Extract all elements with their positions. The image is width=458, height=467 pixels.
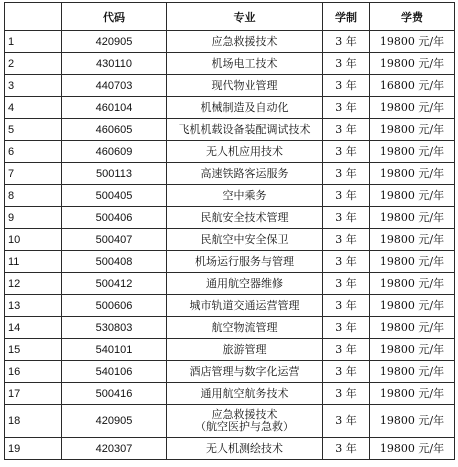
table-row: [5, 119, 455, 141]
table-row: [5, 53, 455, 75]
major-code: 500416: [62, 383, 167, 405]
row-index: 18: [5, 405, 62, 438]
row-index: 19: [5, 438, 62, 460]
major-code: 500407: [62, 229, 167, 251]
major-code: 500405: [62, 185, 167, 207]
major-name-line: 通用航空航务技术: [200, 386, 289, 400]
tuition: 19800 元/年: [370, 141, 455, 163]
table-row: [5, 207, 455, 229]
major-name: [167, 163, 323, 185]
major-name-line: 飞机机载设备装配调试技术: [178, 122, 311, 136]
major-name: [167, 185, 323, 207]
table-row: [5, 295, 455, 317]
major-name: [167, 97, 323, 119]
major-code: 530803: [62, 317, 167, 339]
tuition: 19800 元/年: [370, 273, 455, 295]
duration: 3 年: [323, 339, 370, 361]
major-code: 540101: [62, 339, 167, 361]
major-name-line: 空中乘务: [222, 188, 267, 202]
duration: 3 年: [323, 97, 370, 119]
tuition: 19800 元/年: [370, 405, 455, 438]
row-index: 12: [5, 273, 62, 295]
tuition: 19800 元/年: [370, 438, 455, 460]
major-name-line: 通用航空器维修: [206, 276, 283, 290]
duration: 3 年: [323, 361, 370, 383]
table-row: [5, 317, 455, 339]
major-name: [167, 207, 323, 229]
major-code: 440703: [62, 75, 167, 97]
header-tuition: 学费: [370, 3, 455, 31]
duration: 3 年: [323, 383, 370, 405]
major-code: 460609: [62, 141, 167, 163]
tuition: 19800 元/年: [370, 229, 455, 251]
duration: 3 年: [323, 251, 370, 273]
major-code: 500408: [62, 251, 167, 273]
tuition: 19800 元/年: [370, 185, 455, 207]
tuition: 19800 元/年: [370, 251, 455, 273]
major-name-line: 城市轨道交通运营管理: [189, 298, 300, 312]
major-name-line: （航空医护与急救）: [195, 420, 294, 433]
header-row: [5, 3, 455, 31]
major-name-line: 旅游管理: [222, 342, 267, 356]
major-name: [167, 383, 323, 405]
row-index: 3: [5, 75, 62, 97]
table-row: [5, 31, 455, 53]
major-name: [167, 405, 323, 438]
row-index: 14: [5, 317, 62, 339]
duration: 3 年: [323, 295, 370, 317]
duration: 3 年: [323, 405, 370, 438]
major-code: 460605: [62, 119, 167, 141]
tuition: 19800 元/年: [370, 383, 455, 405]
major-name: [167, 53, 323, 75]
major-name-line: 现代物业管理: [211, 78, 278, 92]
major-code: 500606: [62, 295, 167, 317]
duration: 3 年: [323, 185, 370, 207]
table-row: [5, 185, 455, 207]
major-code: 460104: [62, 97, 167, 119]
table-row: [5, 438, 455, 460]
table-row: [5, 383, 455, 405]
row-index: 10: [5, 229, 62, 251]
major-name: [167, 75, 323, 97]
table-row: [5, 273, 455, 295]
major-name: [167, 229, 323, 251]
row-index: 13: [5, 295, 62, 317]
major-code: 430110: [62, 53, 167, 75]
table-row: [5, 75, 455, 97]
major-name: [167, 317, 323, 339]
tuition: 19800 元/年: [370, 163, 455, 185]
major-name: [167, 361, 323, 383]
major-name-line: 酒店管理与数字化运营: [189, 364, 300, 378]
major-name: [167, 273, 323, 295]
major-name: [167, 141, 323, 163]
duration: 3 年: [323, 31, 370, 53]
table-row: [5, 163, 455, 185]
row-index: 17: [5, 383, 62, 405]
table-row: [5, 405, 455, 438]
row-index: 2: [5, 53, 62, 75]
table-body: [5, 31, 455, 460]
header-duration: 学制: [323, 3, 370, 31]
table-row: [5, 339, 455, 361]
row-index: 4: [5, 97, 62, 119]
major-name-line: 高速铁路客运服务: [200, 166, 289, 180]
major-name-line: 无人机测绘技术: [206, 441, 283, 455]
major-code: 500113: [62, 163, 167, 185]
tuition: 19800 元/年: [370, 97, 455, 119]
table-row: [5, 229, 455, 251]
row-index: 6: [5, 141, 62, 163]
major-code: 500412: [62, 273, 167, 295]
tuition: 19800 元/年: [370, 207, 455, 229]
major-name-line: 无人机应用技术: [206, 144, 283, 158]
table-row: [5, 361, 455, 383]
row-index: 5: [5, 119, 62, 141]
row-index: 8: [5, 185, 62, 207]
duration: 3 年: [323, 141, 370, 163]
major-name: [167, 339, 323, 361]
major-name-line: 民航空中安全保卫: [200, 232, 289, 246]
tuition: 19800 元/年: [370, 31, 455, 53]
duration: 3 年: [323, 207, 370, 229]
duration: 3 年: [323, 438, 370, 460]
major-name-line: 应急救援技术: [211, 408, 278, 421]
duration: 3 年: [323, 273, 370, 295]
tuition: 16800 元/年: [370, 75, 455, 97]
row-index: 9: [5, 207, 62, 229]
header-index: [5, 3, 62, 31]
major-code: 420905: [62, 31, 167, 53]
major-name-line: 机场运行服务与管理: [195, 254, 294, 268]
table-row: [5, 141, 455, 163]
major-name-line: 机械制造及自动化: [200, 100, 289, 114]
duration: 3 年: [323, 317, 370, 339]
major-code: 420307: [62, 438, 167, 460]
table-row: [5, 251, 455, 273]
row-index: 1: [5, 31, 62, 53]
tuition: 19800 元/年: [370, 317, 455, 339]
major-name: [167, 119, 323, 141]
major-name-line: 航空物流管理: [211, 320, 278, 334]
row-index: 7: [5, 163, 62, 185]
table-row: [5, 97, 455, 119]
duration: 3 年: [323, 75, 370, 97]
duration: 3 年: [323, 163, 370, 185]
header-code: 代码: [62, 3, 167, 31]
majors-table: [4, 2, 455, 460]
header-major: 专业: [167, 3, 323, 31]
major-name: [167, 251, 323, 273]
tuition: 19800 元/年: [370, 53, 455, 75]
major-name-line: 民航安全技术管理: [200, 210, 289, 224]
tuition: 19800 元/年: [370, 361, 455, 383]
row-index: 15: [5, 339, 62, 361]
major-code: 500406: [62, 207, 167, 229]
major-name: [167, 438, 323, 460]
tuition: 19800 元/年: [370, 339, 455, 361]
major-code: 540106: [62, 361, 167, 383]
duration: 3 年: [323, 229, 370, 251]
major-name-line: 应急救援技术: [211, 34, 278, 48]
row-index: 16: [5, 361, 62, 383]
major-name-line: 机场电工技术: [211, 56, 278, 70]
major-code: 420905: [62, 405, 167, 438]
tuition: 19800 元/年: [370, 119, 455, 141]
duration: 3 年: [323, 119, 370, 141]
tuition: 19800 元/年: [370, 295, 455, 317]
major-name: [167, 295, 323, 317]
major-name: [167, 31, 323, 53]
row-index: 11: [5, 251, 62, 273]
duration: 3 年: [323, 53, 370, 75]
